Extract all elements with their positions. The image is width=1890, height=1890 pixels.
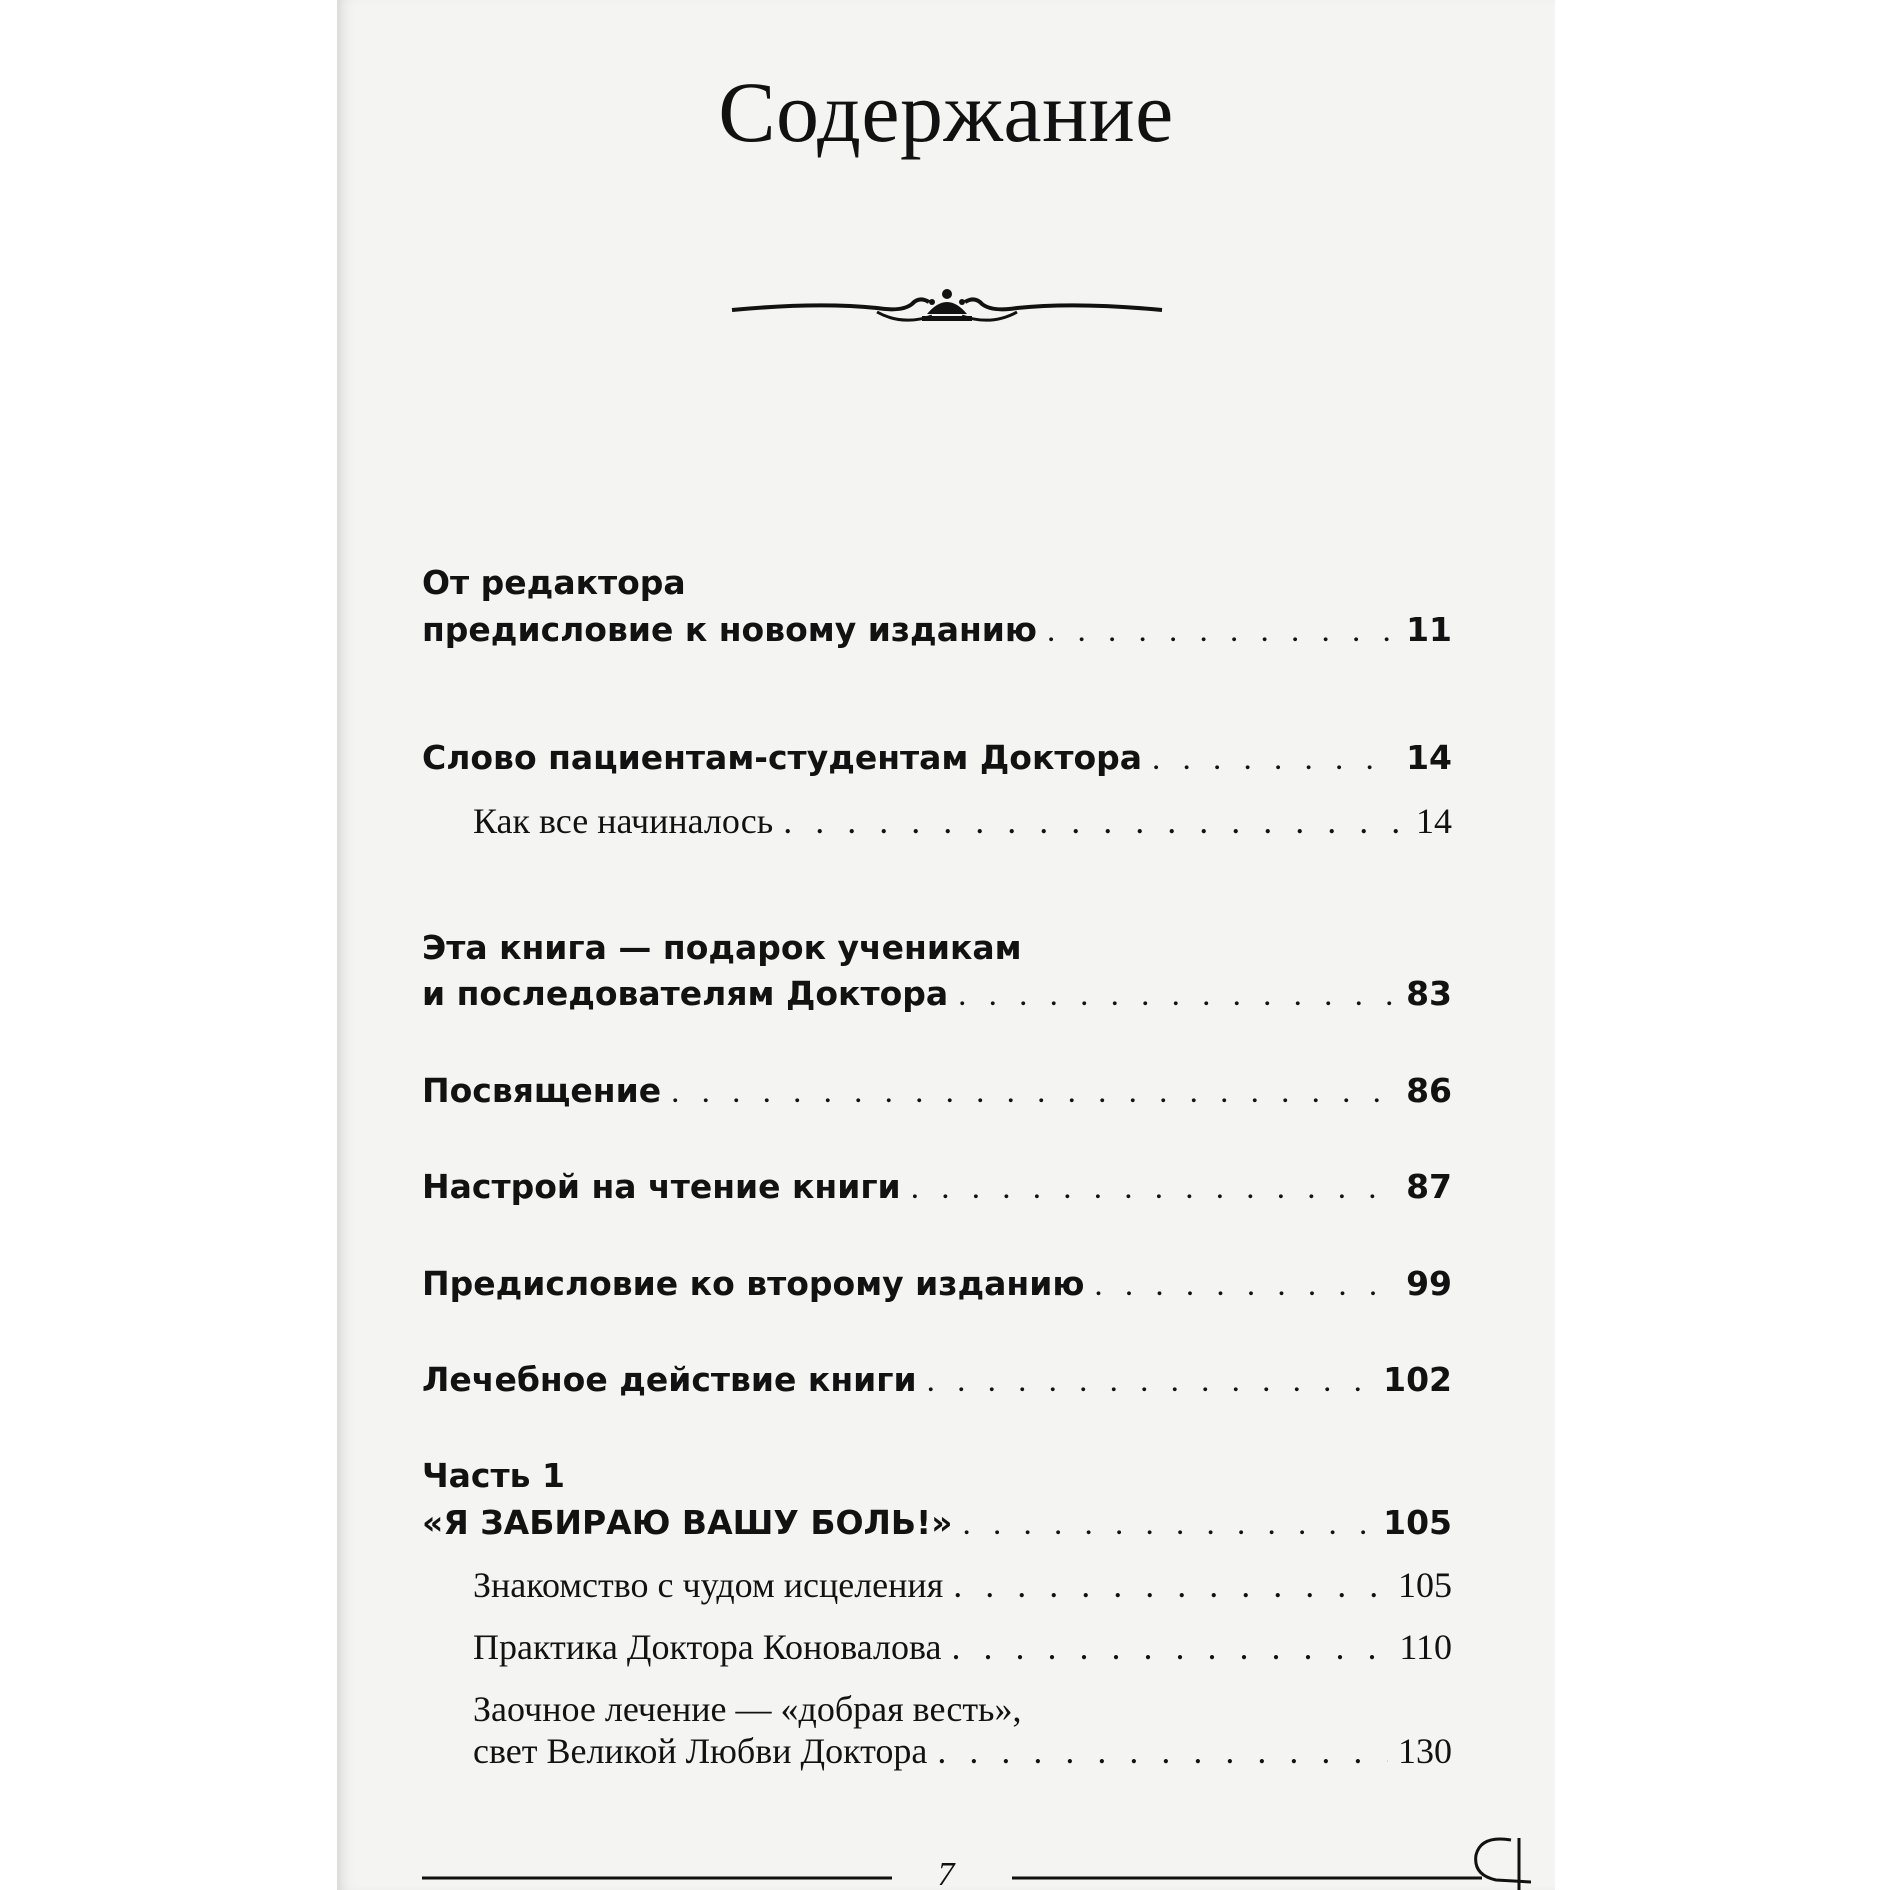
toc-entry-preface2[interactable] [422, 1264, 1452, 1304]
leader-dots [937, 1730, 1388, 1772]
leader-dots [1047, 613, 1396, 650]
leader-dots [783, 800, 1402, 842]
toc-entry-word-patients[interactable] [422, 738, 1452, 778]
book-page [337, 0, 1555, 1890]
toc-page-number: 110 [1399, 1627, 1452, 1667]
toc-entry-title: Посвящение [422, 1071, 662, 1110]
leader-dots [911, 1170, 1396, 1207]
toc-page-number: 86 [1406, 1071, 1452, 1110]
toc-remote-title-line2: свет Великой Любви Доктора [473, 1731, 928, 1771]
toc-page-number: 105 [1383, 1503, 1452, 1542]
leader-dots [962, 1506, 1373, 1543]
toc-entry-remote[interactable] [422, 1730, 1452, 1772]
toc-entry-title: Как все начиналось [473, 801, 774, 841]
toc-editor-title-line2: предисловие к новому изданию [422, 610, 1037, 649]
toc-editor-title-line1: От редактора [422, 563, 686, 602]
toc-page-number: 102 [1383, 1360, 1452, 1399]
toc-page-number: 14 [1406, 738, 1452, 777]
toc-entry-editor[interactable] [422, 610, 1452, 650]
toc-entry-title: Знакомство с чудом исцеления [473, 1565, 944, 1605]
toc-entry-title: Практика Доктора Коновалова [473, 1627, 942, 1667]
toc-entry-practice[interactable] [422, 1626, 1452, 1668]
toc-entry-gift[interactable] [422, 974, 1452, 1014]
leader-dots [952, 1626, 1390, 1668]
corner-flourish [1441, 1830, 1531, 1890]
leader-dots [953, 1564, 1388, 1606]
toc-entry-title: Настрой на чтение книги [422, 1167, 901, 1206]
toc-entry-healing[interactable] [422, 1360, 1452, 1400]
toc-page-number: 99 [1406, 1264, 1452, 1303]
toc-entry-part1[interactable] [422, 1503, 1452, 1543]
toc-part1-title: «Я ЗАБИРАЮ ВАШУ БОЛЬ!» [422, 1503, 953, 1542]
toc-page-number: 105 [1398, 1565, 1452, 1605]
toc-entry-how-began[interactable] [422, 800, 1452, 842]
toc-page-number: 87 [1406, 1167, 1452, 1206]
leader-dots [1152, 741, 1396, 778]
decorative-ornament [727, 282, 1167, 332]
toc-page-number: 83 [1406, 974, 1452, 1013]
toc-entry-dedication[interactable] [422, 1071, 1452, 1111]
toc-entry-title: Лечебное действие книги [422, 1360, 917, 1399]
toc-gift-title-line2: и последователям Доктора [422, 974, 949, 1013]
page-title: Содержание [718, 64, 1174, 160]
toc-entry-miracle[interactable] [422, 1564, 1452, 1606]
toc-entry-mood[interactable] [422, 1167, 1452, 1207]
toc-remote-title-line1: Заочное лечение — «добрая весть», [473, 1689, 1022, 1729]
toc-page-number: 130 [1398, 1731, 1452, 1771]
page-number: 7 [937, 1856, 955, 1890]
toc-entry-title: Предисловие ко второму изданию [422, 1264, 1085, 1303]
toc-page-number: 14 [1416, 801, 1452, 841]
leader-dots [927, 1363, 1373, 1400]
toc-part1-label: Часть 1 [422, 1456, 565, 1495]
leader-dots [671, 1074, 1396, 1111]
toc-entry-title: Слово пациентам-студентам Доктора [422, 738, 1143, 777]
toc-page-number: 11 [1406, 610, 1452, 649]
leader-dots [958, 977, 1396, 1014]
toc-gift-title-line1: Эта книга — подарок ученикам [422, 928, 1022, 967]
leader-dots [1094, 1267, 1396, 1304]
